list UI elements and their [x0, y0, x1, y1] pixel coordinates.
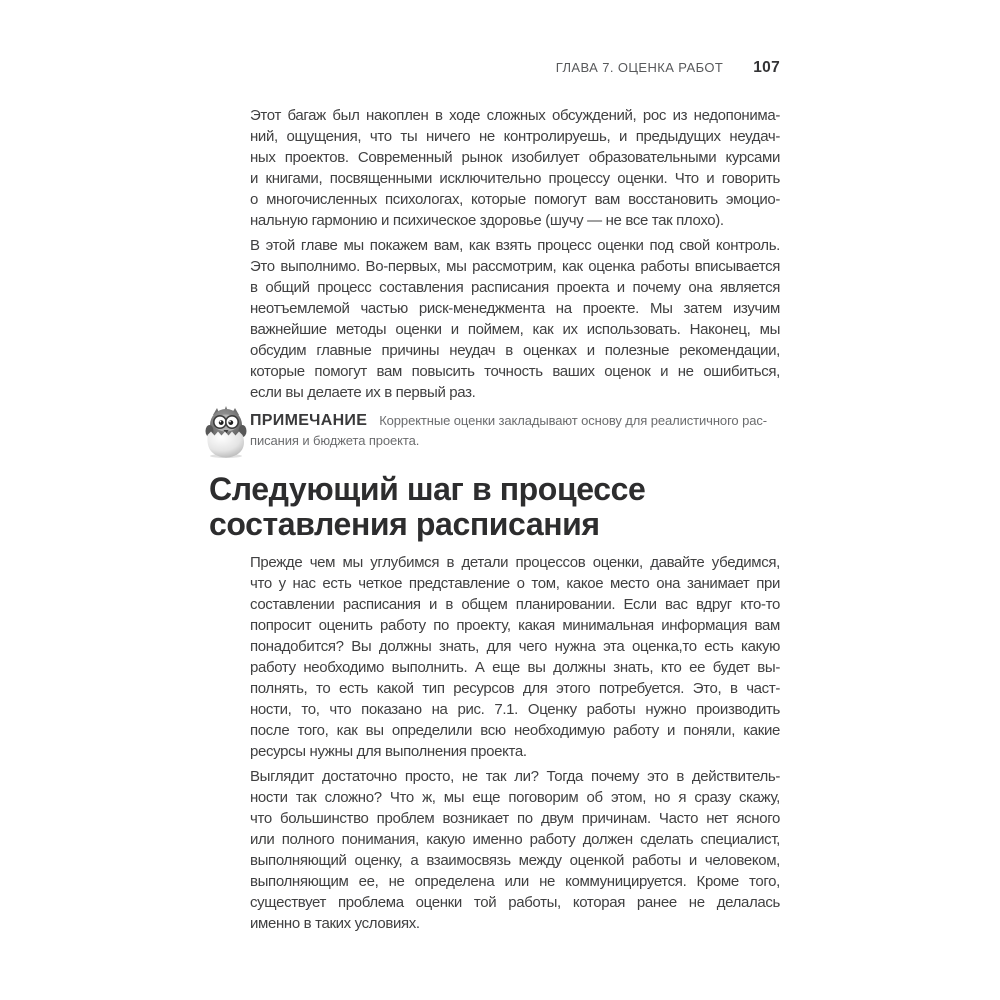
text-line: понадобится? Вы должны знать, для чего нужна эта оценка,то есть какую	[250, 638, 780, 655]
note-text: Корректные оценки закладывают основу для реалистичного рас-	[379, 413, 767, 428]
text-line: составлении расписания и в общем планировании. Если вас вдруг кто-то	[250, 596, 780, 613]
text-line: важнейшие методы оценки и поймем, как их использовать. Наконец, мы	[250, 321, 780, 338]
text-line: если вы делаете их в первый раз.	[250, 384, 476, 401]
text-line: обсудим главные причины неудач в оценках и полезные рекомендации,	[250, 342, 780, 359]
text-line: и книгами, посвященными исключительно процессу оценки. Что и говорить	[250, 170, 780, 187]
text-line: ности так сложно? Что ж, мы еще поговорим об этом, но я сразу скажу,	[250, 789, 780, 806]
paragraph	[250, 235, 780, 403]
text-line: В этой главе мы покажем вам, как взять процесс оценки под свой контроль.	[250, 237, 780, 254]
paragraph	[250, 552, 780, 762]
text-line: или полного понимания, какую именно работу должен сделать специалист,	[250, 831, 780, 848]
section-heading-line: Следующий шаг в процессе	[209, 471, 646, 507]
text-line: Это выполнимо. Во-первых, мы рассмотрим, как оценка работы вписывается	[250, 258, 780, 275]
note-text-line	[250, 411, 780, 431]
text-line: ний, ощущения, что ты ничего не контролируешь, и предыдущих неудач-	[250, 128, 780, 145]
text-line: Этот багаж был накоплен в ходе сложных обсуждений, рос из недопонима-	[250, 107, 780, 124]
text-line: работу необходимо выполнить. А еще вы должны знать, кто ее будет вы-	[250, 659, 780, 676]
section-heading-line: составления расписания	[209, 506, 600, 542]
text-line: ных проектов. Современный рынок изобилует образовательными курсами	[250, 149, 780, 166]
text-line: полнять, то есть какой тип ресурсов для этого потребуется. Это, в част-	[250, 680, 780, 697]
note-text-line: писания и бюджета проекта.	[250, 433, 420, 448]
text-line: ности, то, что показано на рис. 7.1. Оценку работы нужно производить	[250, 701, 780, 718]
text-line: Прежде чем мы углубимся в детали процессов оценки, давайте убедимся,	[250, 554, 780, 571]
text-line: в общий процесс составления расписания проекта и почему она является	[250, 279, 780, 296]
text-line: выполняющим ее, не определена или не коммуницируется. Кроме того,	[250, 873, 780, 890]
text-line: нальную гармонию и психическое здоровье (шучу — не все так плохо).	[250, 212, 724, 229]
paragraph	[250, 766, 780, 934]
running-header	[250, 59, 780, 77]
intro-paragraphs	[250, 105, 780, 407]
text-line: ресурсы нужны для выполнения проекта.	[250, 743, 527, 760]
chapter-title: ГЛАВА 7. ОЦЕНКА РАБОТ	[555, 60, 724, 75]
text-line: попросит оценить работу по проекту, какая минимальная информация вам	[250, 617, 780, 634]
text-line: Выглядит достаточно просто, не так ли? Тогда почему это в действитель-	[250, 768, 780, 785]
text-line: что большинство проблем возникает по двум причинам. Часто нет ясного	[250, 810, 780, 827]
text-line: что у нас есть четкое представление о том, какое место она занимает при	[250, 575, 780, 592]
text-line: существует проблема оценки той работы, которая ранее не делалась	[250, 894, 780, 911]
chick-in-egg-icon	[202, 404, 250, 458]
section-heading	[209, 472, 809, 542]
text-line: неотъемлемой частью риск-менеджмента на проекте. Мы затем изучим	[250, 300, 780, 317]
paragraph	[250, 105, 780, 231]
note-label: ПРИМЕЧАНИЕ	[250, 412, 368, 429]
note-block	[250, 411, 780, 451]
text-line: выполняющий оценку, а взаимосвязь между оценкой работы и человеком,	[250, 852, 780, 869]
section-paragraphs	[250, 552, 780, 938]
text-line: о многочисленных психологах, которые помогут вам восстановить эмоцио-	[250, 191, 780, 208]
text-line: после того, как вы определили всю необходимую работу и поняли, какие	[250, 722, 780, 739]
page-number: 107	[753, 59, 780, 76]
text-line: которые помогут вам повысить точность ваших оценок и не ошибиться,	[250, 363, 780, 380]
text-line: именно в таких условиях.	[250, 915, 420, 932]
